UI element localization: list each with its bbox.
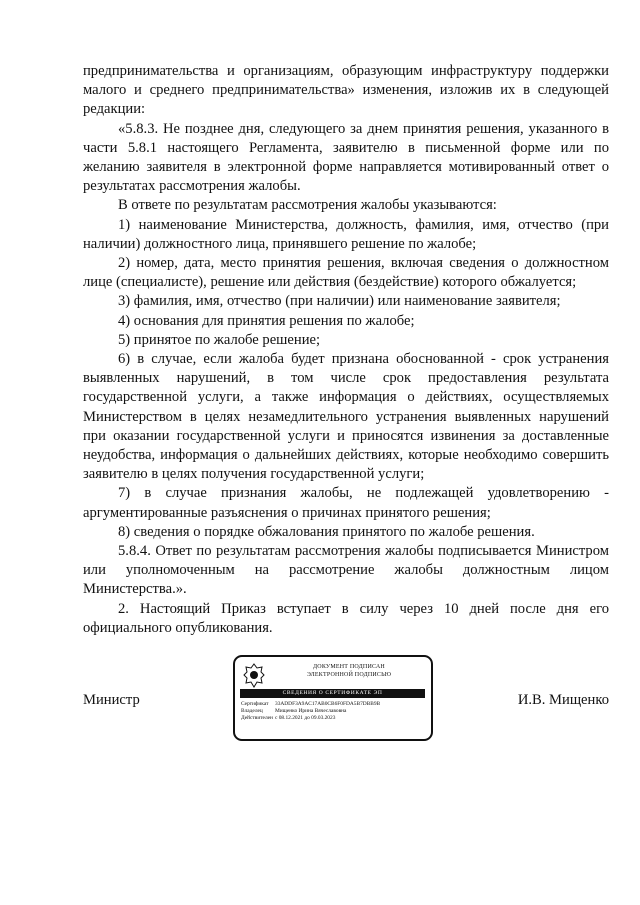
stamp-row-value: с 08.12.2021 до 09.03.2023 [275, 715, 336, 721]
stamp-row-key: Действителен [241, 715, 273, 721]
paragraph: 2. Настоящий Приказ вступает в силу через 10 дней после дня его официального опубликования. [83, 600, 609, 636]
signatory-name: И.В. Мищенко [517, 692, 609, 708]
stamp-row-validity [241, 715, 429, 722]
paragraph: В ответе по результатам рассмотрения жалобы указываются: [118, 197, 497, 214]
paragraph: «5.8.3. Не позднее дня, следующего за днем принятия решения, указанного в части 5.8.1 настоящего Регламента, заявителю в письменной форме или по желанию заявителя в электронной форме направляется мотивированный ответ о результатах рассмотрения жалобы. [83, 120, 609, 195]
coat-of-arms-icon [243, 663, 265, 689]
paragraph: предпринимательства и организациям, образующим инфраструктуру поддержки малого и среднего предпринимательства» изменения, изложив их в следующей редакции: [83, 63, 609, 118]
electronic-signature-stamp [233, 655, 433, 741]
stamp-row-key: Сертификат [241, 701, 269, 707]
stamp-heading-line1: ДОКУМЕНТ ПОДПИСАН [313, 664, 385, 670]
paragraph: 8) сведения о порядке обжалования принятого по жалобе решения. [118, 523, 535, 540]
paragraph: 6) в случае, если жалоба будет признана обоснованной - срок устранения выявленных нарушений, в том числе срок предоставления результата государственной услуги, а также информация о действиях, осуществляемых Министерством в целях незамедлительного устранения выявленных нарушений при оказании государственной услуги и приносятся извинения за доставленные неудобства, информация о дальнейших действиях, которые необходимо совершить заявителю в целях получения государственной услуги; [83, 351, 609, 483]
stamp-heading-line2: ЭЛЕКТРОННОЙ ПОДПИСЬЮ [306, 671, 392, 678]
stamp-row-key: Владелец [241, 708, 263, 714]
stamp-row-value: Мищенко Ирина Вячеславовна [275, 708, 347, 714]
paragraph: 4) основания для принятия решения по жалобе; [118, 312, 415, 329]
stamp-certificate-bar: СВЕДЕНИЯ О СЕРТИФИКАТЕ ЭП [240, 689, 425, 698]
signatory-position: Министр [83, 692, 140, 708]
stamp-row-certificate [241, 701, 429, 708]
stamp-heading [269, 664, 429, 679]
document-body [83, 62, 609, 638]
paragraph: 1) наименование Министерства, должность, фамилия, имя, отчество (при наличии) должностного лица, принявшего решение по жалобе; [83, 216, 609, 252]
paragraph: 2) номер, дата, место принятия решения, включая сведения о должностном лице (специалисте), решение или действия (бездействие) которого обжалуется; [83, 255, 609, 291]
paragraph: 5.8.4. Ответ по результатам рассмотрения жалобы подписывается Министром или уполномоченным на рассмотрение жалобы должностным лицом Министерства.». [83, 543, 609, 598]
stamp-row-value: 33ADDF3A9AC17AB0CB6F0FDA5B7DBB9B [275, 701, 381, 707]
paragraph: 3) фамилия, имя, отчество (при наличии) или наименование заявителя; [118, 293, 561, 310]
stamp-certificate-details [241, 701, 429, 722]
paragraph: 7) в случае признания жалобы, не подлежащей удовлетворению - аргументированные разъяснения о причинах принятого решения; [83, 485, 609, 521]
stamp-row-owner [241, 708, 429, 715]
paragraph: 5) принятое по жалобе решение; [118, 331, 321, 348]
